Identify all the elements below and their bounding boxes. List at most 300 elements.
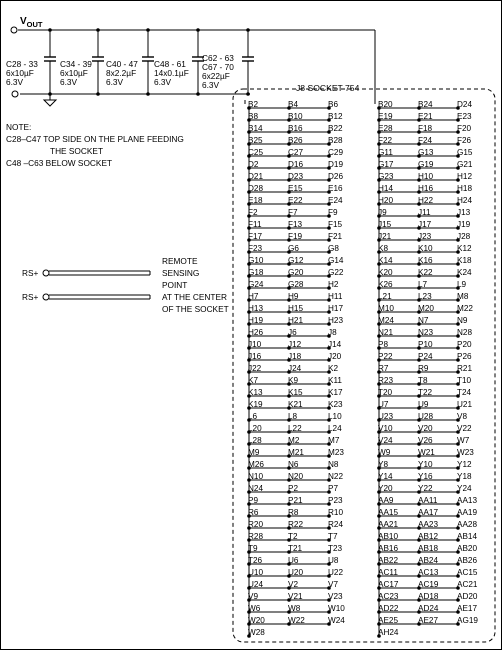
pin-row [377,340,472,350]
pin-label: Y10 [418,460,433,469]
capacitor-label: C48 - 61 [154,59,186,69]
pin-label: G23 [378,172,394,181]
pin-row [247,520,343,530]
pin-label: U7 [378,400,389,409]
pin-label: D2 [248,160,259,169]
rs-note-2: SENSING [162,268,200,278]
pin-label: F26 [457,136,472,145]
vout-label: $V_{OUT}$ [20,16,43,29]
pin-row [377,244,472,254]
rs-note-4: AT THE CENTER [162,292,228,302]
pin-label: AB12 [418,532,439,541]
pin-label: J12 [288,340,302,349]
capacitor-label: 6.3V [202,80,220,90]
pin-label: N22 [328,472,344,481]
pin-label: J6 [288,328,297,337]
pin-label: F17 [248,232,263,241]
pin-row [377,628,399,638]
pin-label: F21 [328,232,343,241]
pin-label: J16 [248,352,262,361]
pin-label: H13 [248,304,264,313]
pin-label: N6 [288,460,299,469]
pin-label: N21 [378,328,394,337]
pin-label: R8 [288,508,299,517]
pin-label: H14 [378,184,394,193]
pin-label: AA28 [457,520,478,529]
pin-label: B25 [248,136,263,145]
pin-label: Y14 [378,472,393,481]
pin-label: E24 [328,196,343,205]
pin-label: E28 [378,124,393,133]
pin-label: G21 [457,160,473,169]
pin-label: AC17 [378,580,399,589]
pin-label: J8 [328,328,337,337]
pin-label: Y18 [457,472,472,481]
pin-row [377,544,477,554]
pin-label: M22 [457,304,473,313]
pin-label: AC11 [378,568,398,577]
pin-label: K19 [248,400,263,409]
pin-label: K9 [288,376,299,385]
pin-label: M8 [457,292,469,301]
capacitor-label: 6.3V [6,77,24,87]
pin-row [377,160,473,170]
pin-label: P7 [328,484,339,493]
capacitor [154,28,204,96]
pin-row [247,568,343,578]
pin-row [247,544,342,554]
pin-row [377,172,472,182]
pin-label: N7 [418,316,429,325]
pin-row [377,508,477,518]
pin-label: D23 [288,172,304,181]
pin-row [247,364,338,374]
pin-label: F13 [288,220,303,229]
pin-label: R21 [457,364,473,373]
pin-label: G22 [328,268,344,277]
pin-row [377,592,478,602]
pin-label: K11 [328,376,342,385]
pin-label: N9 [457,316,468,325]
pin-label: K10 [418,244,433,253]
pin-row [377,436,470,446]
pin-label: AE17 [457,604,478,613]
pin-label: AC21 [457,580,478,589]
pin-label: H16 [418,184,434,193]
pin-row [377,580,478,590]
pin-label: J28 [457,232,471,241]
pin-label: D24 [457,100,473,109]
socket-title: J8 SOCKET 754 [296,83,360,93]
pin-label: U22 [328,568,344,577]
pin-label: AB18 [418,544,439,553]
pin-label: W22 [288,616,305,625]
pin-row [377,400,472,410]
pin-row [247,196,343,206]
pin-label: H21 [288,316,304,325]
pin-row [247,304,343,314]
pin-label: F23 [248,244,263,253]
pin-label: F19 [288,232,303,241]
pin-label: D19 [328,160,344,169]
pin-label: F2 [248,208,258,217]
pin-label: W7 [457,436,470,445]
pin-label: T10 [457,376,472,385]
pin-row [377,532,477,542]
rs-note-1: REMOTE [162,256,198,266]
pin-label: K16 [418,256,433,265]
pin-label: T22 [418,388,433,397]
pin-label: E23 [457,112,472,121]
pin-label: F15 [328,220,343,229]
pin-row [247,256,344,266]
pin-row [377,448,474,458]
pin-label: N20 [288,472,304,481]
pin-label: V8 [457,412,468,421]
pin-label: G10 [248,256,264,265]
pin-label: H15 [288,304,304,313]
pin-label: AB16 [378,544,399,553]
pin-row [247,484,338,494]
pin-label: H11 [328,292,343,301]
pin-row [247,184,343,194]
pin-row [247,328,337,338]
pin-label: W24 [328,616,345,625]
capacitor-label: 14x0.1µF [154,68,189,78]
pin-label: AA17 [418,508,439,517]
pin-label: V20 [418,424,433,433]
pin-row [377,220,470,230]
pin-label: K12 [457,244,472,253]
pin-label: B2 [248,100,259,109]
pin-label: T26 [248,556,263,565]
pin-row [377,208,470,218]
pin-label: H17 [328,304,344,313]
pin-row [247,628,265,638]
pin-label: D26 [328,172,344,181]
pin-label: U28 [418,412,434,421]
pin-label: M20 [418,304,434,313]
pin-label: V23 [328,592,343,601]
pin-label: K20 [378,268,393,277]
pin-row [377,424,472,434]
pin-label: J21 [378,232,392,241]
pin-label: J15 [378,220,392,229]
pin-row [377,184,472,194]
pin-row [247,412,342,422]
pin-label: R20 [248,520,264,529]
pin-row [377,196,472,206]
pin-label: AA23 [418,520,439,529]
pin-label: AD24 [418,604,439,613]
pin-label: E18 [248,196,263,205]
pin-label: M10 [378,304,394,313]
pin-label: F7 [288,208,298,217]
pin-label: U21 [457,400,473,409]
pin-label: N28 [457,328,473,337]
pin-label: V10 [378,424,393,433]
rs-plus-label: RS+ [22,268,39,278]
pin-label: L10 [328,412,342,421]
pin-label: G19 [418,160,434,169]
pin-label: AB10 [378,532,399,541]
pin-label: J13 [457,208,471,217]
pin-label: G28 [288,280,304,289]
pin-label: W9 [378,448,391,457]
pin-label: G11 [378,148,393,157]
pin-label: L6 [248,412,258,421]
pin-row [377,568,478,578]
pin-column-left [245,100,345,638]
pin-label: K23 [328,400,343,409]
pin-label: N24 [248,484,264,493]
pin-label: K22 [418,268,433,277]
capacitor [202,28,254,96]
pin-label: J23 [418,232,432,241]
pin-row [377,604,477,614]
pin-label: T9 [248,544,258,553]
pin-label: R7 [378,364,389,373]
pin-label: AA15 [378,508,399,517]
capacitor-label: 6x10µF [60,68,88,78]
pin-row [377,376,471,386]
capacitor-label: C62 - 63 [202,53,234,63]
pin-row [247,220,342,230]
pin-row [377,268,472,278]
pin-row [247,316,343,326]
pin-label: J22 [248,364,262,373]
pin-label: P8 [378,340,389,349]
pin-row [247,352,341,362]
pin-label: H9 [288,292,299,301]
pin-row [377,112,472,122]
pin-label: N8 [328,460,339,469]
pin-row [247,496,343,506]
capacitor-label: C34 - 39 [60,59,92,69]
pin-label: B22 [328,124,343,133]
pin-label: T23 [328,544,343,553]
pin-label: H23 [328,316,344,325]
pin-label: U10 [248,568,264,577]
pin-row [247,436,340,446]
pin-label: AA21 [378,520,399,529]
pin-label: E16 [328,184,343,193]
pin-label: G18 [248,268,264,277]
pin-label: AA19 [457,508,478,517]
pin-label: H18 [457,184,473,193]
pin-label: U24 [248,580,264,589]
pin-label: C27 [288,148,304,157]
pin-label: V21 [288,592,303,601]
gnd-terminal [12,91,18,97]
pin-label: P26 [457,352,472,361]
pin-label: W20 [248,616,265,625]
note-line-3: C48 –C63 BELOW SOCKET [6,158,113,168]
rs-wires [49,271,150,299]
pin-label: AE25 [378,616,399,625]
pin-label: B12 [328,112,343,121]
pin-label: P9 [248,496,259,505]
pin-label: Y24 [457,484,472,493]
pin-row [247,112,343,122]
pin-label: B10 [288,112,303,121]
pin-label: P23 [328,496,343,505]
pin-label: AE27 [418,616,439,625]
pin-label: L22 [288,424,302,433]
rs-plus-terminal [43,270,49,276]
pin-label: F11 [248,220,262,229]
pin-label: W21 [418,448,435,457]
pin-column-right [377,100,478,638]
pin-label: T21 [288,544,303,553]
capacitor-label: C28 - 33 [6,59,38,69]
pin-label: B4 [288,100,299,109]
pin-row [247,472,343,482]
pin-row [247,424,342,434]
pin-label: K26 [378,280,393,289]
pin-label: K14 [378,256,393,265]
pin-row [247,136,343,146]
capacitor-label: 6x22µF [202,71,230,81]
pin-label: W28 [248,628,265,637]
pin-label: P10 [418,340,433,349]
pin-row [247,268,344,278]
pin-label: L24 [328,424,342,433]
pin-label: U23 [378,412,394,421]
pin-label: J17 [418,220,432,229]
capacitor-label: 6x10µF [6,68,34,78]
pin-row [247,340,341,350]
pin-label: G24 [248,280,264,289]
pin-label: F22 [378,136,393,145]
note-heading: NOTE: [6,122,32,132]
pin-label: AB20 [457,544,478,553]
pin-label: G14 [328,256,344,265]
pin-label: K18 [457,256,472,265]
pin-label: E22 [288,196,303,205]
pin-label: G13 [418,148,434,157]
ground-symbol [44,100,56,106]
pin-label: M24 [378,316,394,325]
pin-label: L8 [288,412,298,421]
pin-row [377,148,473,158]
pin-label: V22 [457,424,472,433]
pin-label: T2 [288,532,298,541]
capacitor [6,28,56,96]
pin-label: G12 [288,256,304,265]
pin-label: AA9 [378,496,394,505]
pin-row [247,448,344,458]
pin-label: B24 [418,100,433,109]
pin-label: R24 [328,520,344,529]
pin-label: W23 [457,448,474,457]
capacitor [106,28,154,96]
pin-row [247,532,338,542]
pin-label: M21 [288,448,304,457]
pin-label: M23 [328,448,344,457]
pin-label: T7 [328,532,338,541]
pin-label: Y20 [378,484,393,493]
capacitor-label: 8x2.2µF [106,68,137,78]
note-line-2: THE SOCKET [50,146,104,156]
pin-label: AA13 [457,496,478,505]
pin-row [377,484,472,494]
pin-label: H20 [378,196,394,205]
pin-row [377,364,472,374]
pin-row [377,256,472,266]
capacitor [60,28,104,96]
pin-label: B14 [248,124,263,133]
pin-label: E19 [378,112,393,121]
pin-label: H7 [248,292,259,301]
pin-label: M26 [248,460,264,469]
pin-label: AC23 [378,592,399,601]
rs-note-5: OF THE SOCKET [162,304,229,314]
pin-label: L9 [457,280,467,289]
pin-row [377,352,472,362]
pin-row [377,292,469,302]
pin-label: W6 [248,604,261,613]
pin-label: V9 [248,592,259,601]
pin-label: K15 [288,388,303,397]
pin-label: J24 [288,364,302,373]
pin-row [247,556,339,566]
pin-row [377,316,468,326]
pin-label: G6 [288,244,299,253]
pin-label: T8 [418,376,428,385]
pin-label: J14 [328,340,342,349]
socket-outline [233,89,495,642]
pin-label: H19 [248,316,264,325]
pin-label: B20 [378,100,393,109]
pin-label: L28 [248,436,262,445]
pin-label: G20 [288,268,304,277]
pin-label: W8 [288,604,301,613]
pin-row [377,616,478,626]
pin-label: AA11 [418,496,438,505]
pin-label: Y22 [418,484,433,493]
pin-label: K2 [328,364,339,373]
pin-label: AB24 [418,556,439,565]
pin-row [377,460,472,470]
pin-row [247,232,342,242]
capacitor-label: 6.3V [106,77,124,87]
capacitor-label: C67 - 70 [202,62,234,72]
capacitor-bank [6,28,254,96]
pin-label: B6 [328,100,339,109]
pin-label: K8 [378,244,389,253]
pin-label: J11 [418,208,431,217]
pin-label: C25 [248,148,264,157]
pin-label: H22 [418,196,434,205]
pin-label: AB26 [457,556,478,565]
pin-row [247,244,339,254]
pin-label: AD22 [378,604,399,613]
pin-row [247,580,338,590]
pin-label: R10 [328,508,344,517]
pin-label: F20 [457,124,472,133]
pin-label: J18 [288,352,302,361]
pin-label: AC13 [418,568,439,577]
pin-label: B28 [328,136,343,145]
pin-row [377,472,472,482]
pin-row [377,328,472,338]
pin-label: R6 [248,508,259,517]
pin-label: F18 [418,124,433,133]
pin-label: AD20 [457,592,478,601]
note-line-1: C28–C47 TOP SIDE ON THE PLANE FEEDING [6,134,184,144]
pin-label: C29 [328,148,344,157]
